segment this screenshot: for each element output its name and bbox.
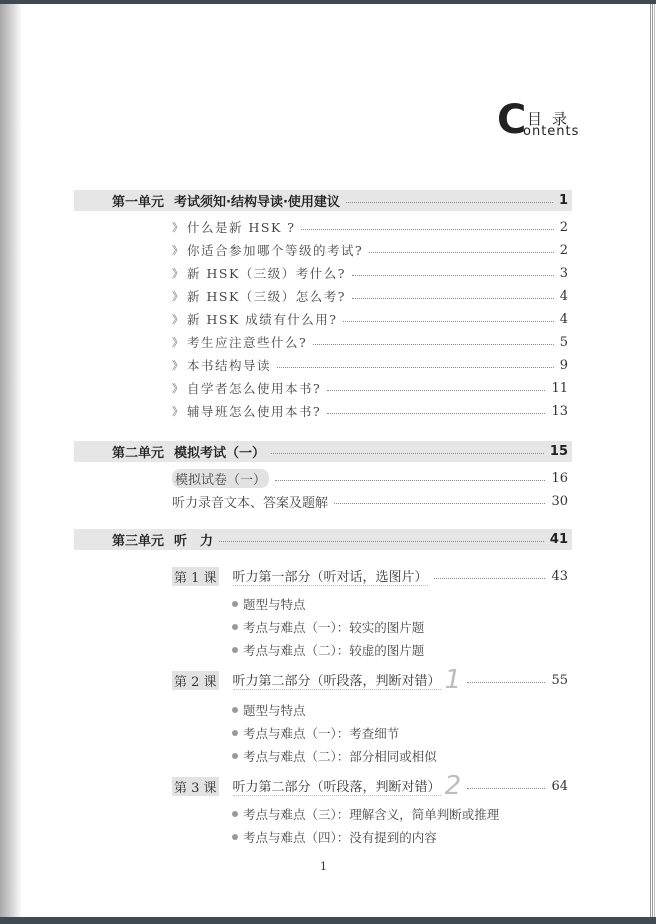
chevrons-icon: 》 [172,290,181,303]
unit-title: 听 力 [174,534,214,549]
topic-label: 题型与特点 [243,703,306,718]
lesson-topic[interactable] [232,595,306,613]
lesson-topic[interactable] [232,641,424,659]
bullet-icon [232,647,238,653]
chevrons-icon: 》 [172,336,181,349]
chevrons-icon: 》 [172,267,181,280]
lesson-topic[interactable] [232,828,437,846]
topic-label: 考点与难点（一）：考查细节 [243,726,400,741]
chevrons-icon: 》 [172,405,181,418]
toc-entry[interactable] [172,469,568,487]
leader-dots [301,229,553,230]
toc-lesson-2[interactable] [172,665,568,695]
leader-dots [369,252,554,253]
page-number: 55 [551,672,568,688]
leader-dots [343,321,553,322]
page-number: 4 [559,288,568,304]
leader-dots [327,390,545,391]
bullet-icon [232,753,238,759]
lesson-title: 听力第一部分（听对话，选图片） [233,566,428,586]
bullet-icon [232,730,238,736]
entry-title: 辅导班怎么使用本书? [187,404,322,419]
bullet-icon [232,707,238,713]
chevrons-icon: 》 [172,313,181,326]
leader-dots [334,503,545,504]
contents-logo [497,97,587,144]
topic-label: 考点与难点（三）：理解含义，简单判断或推理 [243,807,500,822]
leader-dots [327,413,545,414]
leader-dots [467,788,545,789]
leader-dots [271,453,544,454]
leader-dots [352,275,554,276]
entry-title: 本书结构导读 [187,358,272,373]
toc-lesson-3[interactable] [172,771,568,801]
toc-entry[interactable] [172,264,568,282]
entry-title: 模拟试卷（一） [172,469,269,488]
lesson-topic[interactable] [232,724,399,742]
toc-entry[interactable] [172,356,568,374]
toc-entry[interactable] [172,241,568,259]
toc-unit-3[interactable] [74,529,572,550]
leader-dots [219,541,544,542]
unit-title: 考试须知·结构导读·使用建议 [174,195,340,210]
entry-title: 新 HSK 成绩有什么用? [187,312,338,327]
chevrons-icon: 》 [172,359,181,372]
chevrons-icon: 》 [172,382,181,395]
leader-dots [277,367,554,368]
page-number: 16 [551,470,568,486]
page-number: 15 [549,444,568,459]
topic-label: 题型与特点 [243,597,306,612]
toc-entry[interactable] [172,379,568,397]
toc-entry[interactable] [172,218,568,236]
page-number: 64 [551,778,568,794]
page-number: 2 [559,242,568,258]
page-number: 9 [559,357,568,373]
chevrons-icon: 》 [172,221,181,234]
page-number: 41 [549,532,568,547]
bullet-icon [232,601,238,607]
entry-title: 听力录音文本、答案及题解 [172,495,329,511]
page-right-edge [649,4,656,917]
bullet-icon [232,624,238,630]
leader-dots [352,298,554,299]
leader-dots [434,578,546,579]
page-number: 30 [551,493,568,509]
entry-title: 考生应注意些什么? [187,335,308,350]
chevrons-icon: 》 [172,244,181,257]
lesson-topic[interactable] [232,701,306,719]
lesson-topic[interactable] [232,747,437,765]
toc-entry[interactable] [172,287,568,305]
page-number: 4 [559,311,568,327]
lesson-topic[interactable] [232,618,424,636]
page-number: 5 [559,334,568,350]
topic-label: 考点与难点（一）：较实的图片题 [243,620,425,635]
lesson-topic[interactable] [232,805,499,823]
window-top-bar [0,0,656,4]
bullet-icon [232,811,238,817]
page-number: 13 [551,403,568,419]
title-english: ontents [523,124,580,139]
toc-entry[interactable] [172,310,568,328]
leader-dots [346,202,553,203]
leader-dots [275,480,545,481]
leader-dots [467,682,545,683]
toc-entry[interactable] [172,492,568,510]
part-mark: 2 [444,771,462,801]
entry-title: 自学者怎么使用本书? [187,381,322,396]
leader-dots [313,344,554,345]
footer-page-number: 1 [320,860,327,873]
page-number: 3 [559,265,568,281]
toc-entry[interactable] [172,333,568,351]
topic-label: 考点与难点（二）：较虚的图片题 [243,643,425,658]
entry-title: 你适合参加哪个等级的考试? [187,243,364,258]
toc-lesson-1[interactable] [172,566,568,586]
entry-title: 什么是新 HSK ? [187,220,296,235]
logo-letter: C [497,97,527,143]
page-number: 2 [559,219,568,235]
entry-title: 新 HSK（三级）考什么? [187,266,346,281]
page-number: 11 [551,380,568,396]
unit-label: 第一单元 [111,195,164,210]
part-mark: 1 [444,665,462,695]
window-bottom-bar [0,917,656,924]
title-chinese: 目录 [527,110,578,128]
bullet-icon [232,834,238,840]
page-number: 1 [558,193,568,208]
lesson-title: 听力第二部分（听段落，判断对错） [233,670,441,690]
unit-label: 第三单元 [111,534,164,549]
toc-unit-1[interactable] [74,190,572,211]
topic-label: 考点与难点（四）：没有提到的内容 [243,830,437,845]
lesson-title: 听力第二部分（听段落，判断对错） [233,776,441,796]
entry-title: 新 HSK（三级）怎么考? [187,289,346,304]
page-number: 43 [551,568,568,584]
toc-unit-2[interactable] [74,441,572,462]
toc-entry[interactable] [172,402,568,420]
unit-title: 模拟考试（一） [174,446,266,461]
lesson-number: 第 1 课 [172,567,219,586]
topic-label: 考点与难点（二）：部分相同或相似 [243,749,437,764]
page-left-shadow [0,4,22,917]
lesson-number: 第 2 课 [172,671,219,690]
lesson-number: 第 3 课 [172,777,219,796]
unit-label: 第二单元 [111,446,164,461]
